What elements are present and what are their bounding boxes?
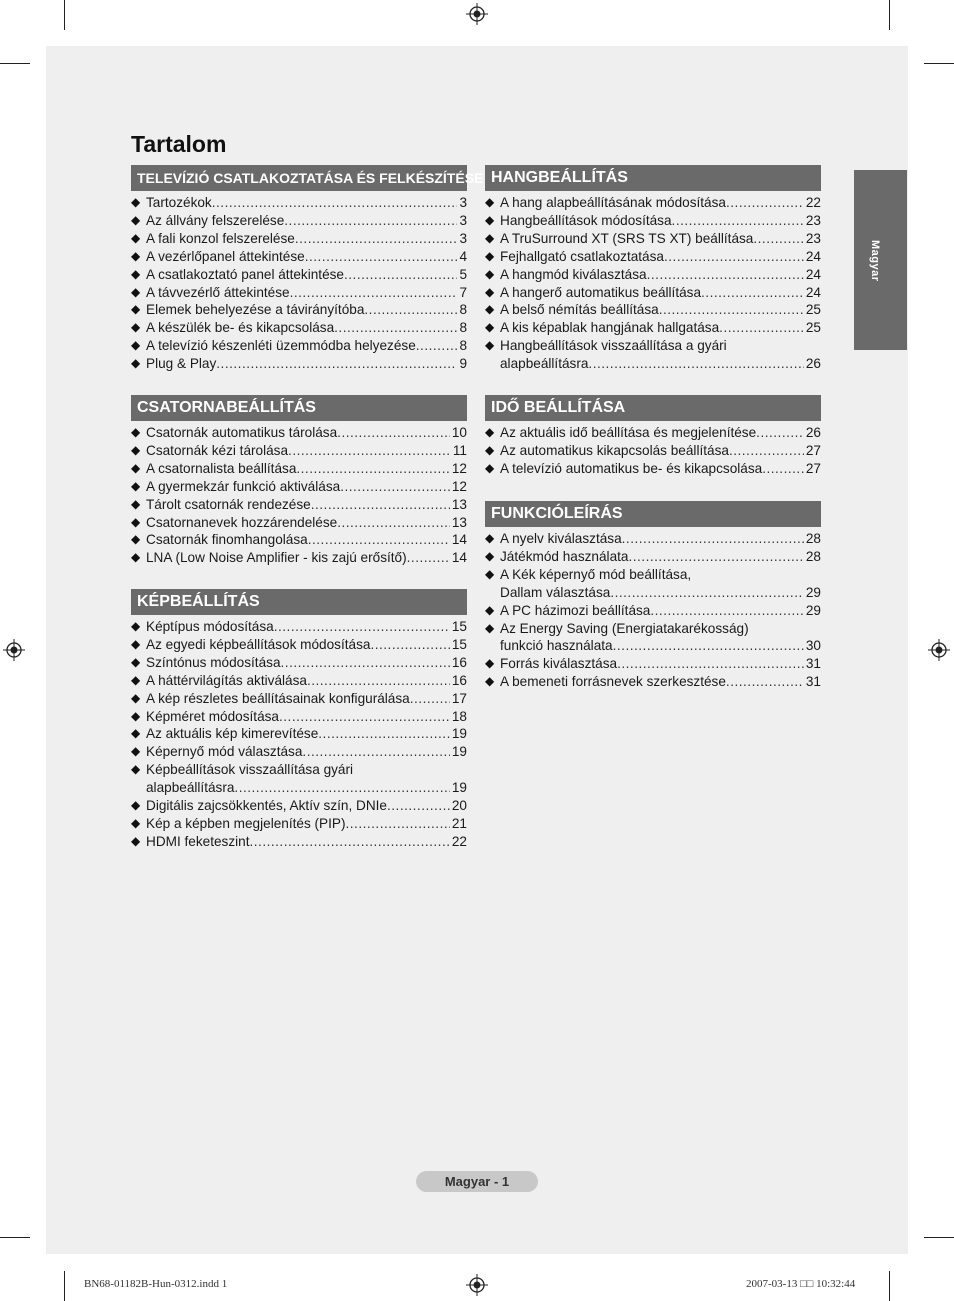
dot-leader [234, 779, 449, 797]
dot-leader [284, 212, 457, 230]
toc-entry-page: 29 [805, 602, 821, 618]
diamond-bullet-icon: ◆ [131, 762, 141, 777]
crop-mark [64, 0, 65, 30]
toc-entry[interactable] [485, 655, 821, 673]
toc-entry[interactable] [131, 743, 467, 761]
toc-entry[interactable] [485, 194, 821, 212]
diamond-bullet-icon: ◆ [131, 550, 141, 565]
toc-entry-title: A TruSurround XT (SRS TS XT) beállítása [500, 230, 754, 246]
crop-mark [64, 1271, 65, 1301]
dot-leader [719, 319, 804, 337]
toc-entry-page: 14 [451, 550, 467, 566]
toc-entry-page: 25 [805, 302, 821, 318]
diamond-bullet-icon: ◆ [131, 496, 141, 511]
toc-entry-title: alapbeállításra [146, 780, 235, 796]
dot-leader [726, 194, 804, 212]
toc-entry-page: 29 [805, 584, 821, 600]
toc-entry-page: 17 [451, 690, 467, 706]
section-time [485, 395, 821, 478]
toc-entry-page: 27 [805, 460, 821, 476]
toc-entry-title: Digitális zajcsökkentés, Aktív szín, DNIe [146, 798, 387, 814]
toc-entry-title: A vezérlőpanel áttekintése [146, 248, 305, 264]
section-picture [131, 589, 467, 851]
toc-entry-page: 23 [805, 212, 821, 228]
dot-leader [613, 637, 804, 655]
toc-entry-page: 23 [805, 230, 821, 246]
toc-entry-title: Tárolt csatornák rendezése [146, 496, 311, 512]
toc-entry-title: Csatornanevek hozzárendelése [146, 514, 338, 530]
toc-entry-title: Hangbeállítások módosítása [500, 212, 672, 228]
toc-entry-title: Csatornák kézi tárolása [146, 442, 289, 458]
diamond-bullet-icon: ◆ [131, 284, 141, 299]
crop-mark [0, 1237, 30, 1238]
toc-entry-page: 18 [451, 708, 467, 724]
diamond-bullet-icon: ◆ [485, 460, 495, 475]
dot-leader [756, 424, 804, 442]
dot-leader [407, 549, 450, 567]
toc-entry-title: alapbeállításra [500, 356, 589, 372]
diamond-bullet-icon: ◆ [485, 566, 495, 581]
dot-leader [370, 636, 449, 654]
diamond-bullet-icon: ◆ [131, 815, 141, 830]
dot-leader [307, 672, 450, 690]
toc-entry-page: 31 [805, 656, 821, 672]
toc-entry[interactable] [131, 248, 467, 266]
page-number-pill: Magyar - 1 [416, 1171, 538, 1192]
dot-leader [334, 319, 457, 337]
diamond-bullet-icon: ◆ [131, 266, 141, 281]
toc-entry[interactable] [485, 337, 821, 373]
diamond-bullet-icon: ◆ [131, 654, 141, 669]
diamond-bullet-icon: ◆ [485, 425, 495, 439]
diamond-bullet-icon: ◆ [131, 195, 141, 209]
toc-entry-page: 24 [805, 284, 821, 300]
toc-entry-page: 5 [459, 266, 467, 282]
toc-entry-title: Csatornák automatikus tárolása [146, 425, 338, 440]
section-heading: FUNKCIÓLEÍRÁS [485, 501, 821, 527]
dot-leader [364, 301, 457, 319]
dot-leader [622, 530, 804, 548]
toc-entry-title: A gyermekzár funkció aktiválása [146, 478, 341, 494]
dot-leader [337, 424, 450, 442]
toc-entry-page: 13 [451, 496, 467, 512]
toc-entry-title: Az állvány felszerelése [146, 212, 285, 228]
diamond-bullet-icon: ◆ [131, 833, 141, 848]
toc-entry[interactable] [131, 654, 467, 672]
toc-entry[interactable] [485, 602, 821, 620]
toc-entry-title: A fali konzol felszerelése [146, 230, 295, 246]
toc-entry-page: 16 [451, 672, 467, 688]
toc-entry-title: A kis képablak hangjának hallgatása [500, 320, 720, 336]
toc-entry-page: 7 [459, 284, 467, 300]
toc-entry-title: Dallam választása [500, 584, 611, 600]
toc-entry[interactable] [131, 266, 467, 284]
dot-leader [650, 602, 804, 620]
toc-entry[interactable] [131, 230, 467, 248]
dot-leader [628, 548, 803, 566]
toc-list [131, 424, 467, 567]
diamond-bullet-icon: ◆ [131, 672, 141, 687]
diamond-bullet-icon: ◆ [485, 656, 495, 671]
toc-entry-page: 20 [451, 798, 467, 814]
diamond-bullet-icon: ◆ [131, 798, 141, 813]
toc-entry-title: A hangmód kiválasztása [500, 266, 647, 282]
dot-leader [305, 248, 458, 266]
toc-entry-title: A csatlakoztató panel áttekintése [146, 266, 344, 282]
toc-list [131, 618, 467, 851]
toc-entry[interactable] [485, 673, 821, 691]
toc-entry[interactable] [131, 460, 467, 478]
toc-entry[interactable] [485, 566, 821, 602]
toc-entry[interactable] [485, 424, 821, 442]
toc-entry[interactable] [131, 337, 467, 355]
toc-entry-title: Az egyedi képbeállítások módosítása [146, 636, 371, 652]
toc-entry-title: A bemeneti forrásnevek szerkesztése [500, 674, 726, 690]
toc-entry[interactable] [131, 672, 467, 690]
dot-leader [318, 725, 450, 743]
diamond-bullet-icon: ◆ [485, 230, 495, 245]
diamond-bullet-icon: ◆ [131, 636, 141, 651]
toc-entry-title: Hangbeállítások visszaállítása a gyári [500, 338, 727, 354]
toc-entry-page: 27 [805, 442, 821, 458]
toc-entry[interactable] [131, 319, 467, 337]
toc-entry-page: 31 [805, 674, 821, 690]
dot-leader [659, 301, 804, 319]
toc-entry-page: 3 [459, 230, 467, 246]
toc-entry-title: HDMI feketeszint [146, 833, 250, 849]
toc-entry-title: Csatornák finomhangolása [146, 532, 308, 548]
dot-leader [337, 514, 450, 532]
dot-leader [416, 337, 458, 355]
diamond-bullet-icon: ◆ [131, 320, 141, 335]
toc-entry-title: A kép részletes beállításainak konfigurálása [146, 690, 410, 706]
dot-leader [729, 442, 804, 460]
dot-leader [288, 442, 451, 460]
toc-entry-page: 3 [459, 212, 467, 228]
toc-entry[interactable] [131, 194, 467, 212]
diamond-bullet-icon: ◆ [131, 619, 141, 633]
dot-leader [588, 355, 803, 373]
toc-entry-page: 24 [805, 248, 821, 264]
toc-entry-page: 3 [459, 195, 467, 210]
toc-entry-page: 12 [451, 460, 467, 476]
toc-list [485, 530, 821, 691]
dot-leader [726, 673, 804, 691]
toc-entry-title: Tartozékok [146, 195, 212, 210]
dot-leader [753, 230, 804, 248]
diamond-bullet-icon: ◆ [485, 195, 495, 209]
footer-timestamp: 2007-03-13 □□ 10:32:44 [746, 1278, 856, 1290]
toc-entry[interactable] [131, 496, 467, 514]
toc-entry[interactable] [131, 531, 467, 549]
crop-mark [889, 1271, 890, 1301]
toc-entry[interactable] [131, 761, 467, 797]
dot-leader [340, 478, 450, 496]
toc-entry-page: 26 [805, 425, 821, 440]
registration-mark-icon [466, 3, 488, 25]
diamond-bullet-icon: ◆ [131, 726, 141, 741]
toc-entry[interactable] [485, 301, 821, 319]
toc-entry-page: 22 [805, 195, 821, 210]
toc-entry-title: A PC házimozi beállítása [500, 602, 651, 618]
toc-entry-page: 24 [805, 266, 821, 282]
diamond-bullet-icon: ◆ [131, 442, 141, 457]
diamond-bullet-icon: ◆ [131, 230, 141, 245]
dot-leader [274, 618, 450, 636]
diamond-bullet-icon: ◆ [485, 302, 495, 317]
toc-list [485, 424, 821, 478]
dot-leader [617, 655, 804, 673]
toc-entry-page: 16 [451, 654, 467, 670]
diamond-bullet-icon: ◆ [485, 212, 495, 227]
crop-mark [924, 1237, 954, 1238]
diamond-bullet-icon: ◆ [131, 248, 141, 263]
toc-entry-page: 28 [805, 548, 821, 564]
toc-entry-page: 19 [451, 726, 467, 742]
toc-entry[interactable] [485, 460, 821, 478]
toc-entry-title: Plug & Play [146, 356, 217, 372]
toc-entry-page: 15 [451, 619, 467, 634]
toc-entry-page: 19 [451, 780, 467, 796]
toc-entry[interactable] [131, 815, 467, 833]
toc-entry-title: Az aktuális kép kimerevítése [146, 726, 319, 742]
toc-entry-page: 8 [459, 320, 467, 336]
toc-entry-page: 10 [451, 425, 467, 440]
toc-entry-title: funkció használata [500, 638, 613, 654]
toc-entry[interactable] [485, 266, 821, 284]
diamond-bullet-icon: ◆ [485, 620, 495, 635]
toc-entry[interactable] [131, 797, 467, 815]
toc-entry-title: A csatornalista beállítása [146, 460, 297, 476]
dot-leader [647, 266, 804, 284]
registration-mark-icon [3, 639, 25, 661]
crop-mark [0, 63, 30, 64]
toc-entry[interactable] [485, 442, 821, 460]
toc-entry-page: 19 [451, 744, 467, 760]
dot-leader [672, 212, 804, 230]
diamond-bullet-icon: ◆ [485, 320, 495, 335]
toc-entry-title: Kép a képben megjelenítés (PIP) [146, 815, 346, 831]
dot-leader [387, 797, 450, 815]
toc-entry-title: A televízió automatikus be- és kikapcsolása [500, 460, 763, 476]
toc-entry-title: A hangerő automatikus beállítása [500, 284, 702, 300]
registration-mark-icon [466, 1274, 488, 1296]
diamond-bullet-icon: ◆ [131, 338, 141, 353]
diamond-bullet-icon: ◆ [131, 532, 141, 547]
toc-entry-title: Fejhallgató csatlakoztatása [500, 248, 664, 264]
toc-entry-page: 4 [459, 248, 467, 264]
section-functions [485, 501, 821, 691]
diamond-bullet-icon: ◆ [131, 356, 141, 371]
crop-mark [889, 0, 890, 30]
section-heading: KÉPBEÁLLÍTÁS [131, 589, 467, 615]
dot-leader [216, 355, 457, 373]
toc-entry-title: A belső némítás beállítása [500, 302, 659, 318]
dot-leader [311, 496, 450, 514]
toc-entry-title: A készülék be- és kikapcsolása [146, 320, 335, 336]
dot-leader [250, 833, 450, 851]
toc-entry-title: A hang alapbeállításának módosítása [500, 195, 726, 210]
page-title: Tartalom [131, 131, 227, 157]
language-side-tab [854, 170, 907, 350]
toc-entry[interactable] [485, 548, 821, 566]
diamond-bullet-icon: ◆ [131, 212, 141, 227]
diamond-bullet-icon: ◆ [131, 302, 141, 317]
toc-entry[interactable] [131, 301, 467, 319]
diamond-bullet-icon: ◆ [131, 514, 141, 529]
registration-mark-icon [928, 639, 950, 661]
toc-entry-title: A háttérvilágítás aktiválása [146, 672, 307, 688]
toc-entry-title: LNA (Low Noise Amplifier - kis zajú erősítő) [146, 550, 407, 566]
diamond-bullet-icon: ◆ [485, 548, 495, 563]
toc-list [131, 194, 467, 373]
toc-entry-page: 8 [459, 302, 467, 318]
toc-list [485, 194, 821, 373]
footer-file-info: BN68-01182B-Hun-0312.indd 1 [84, 1278, 228, 1290]
dot-leader [610, 584, 804, 602]
toc-entry-title: A távvezérlő áttekintése [146, 284, 290, 300]
toc-entry[interactable] [485, 212, 821, 230]
toc-entry-page: 15 [451, 636, 467, 652]
toc-entry[interactable] [131, 514, 467, 532]
section-channels [131, 395, 467, 567]
section-tv-setup [131, 165, 484, 373]
dot-leader [344, 266, 457, 284]
toc-entry-title: Az aktuális idő beállítása és megjelenítése [500, 425, 757, 440]
toc-entry[interactable] [485, 530, 821, 548]
toc-entry-title: Képtípus módosítása [146, 619, 274, 634]
toc-entry-page: 26 [805, 356, 821, 372]
toc-entry[interactable] [485, 284, 821, 302]
section-heading: CSATORNABEÁLLÍTÁS [131, 395, 467, 421]
section-heading: IDŐ BEÁLLÍTÁSA [485, 395, 821, 421]
toc-entry[interactable] [485, 620, 821, 656]
diamond-bullet-icon: ◆ [131, 478, 141, 493]
dot-leader [212, 194, 458, 212]
toc-entry-title: A Kék képernyő mód beállítása, [500, 566, 692, 582]
diamond-bullet-icon: ◆ [485, 442, 495, 457]
toc-entry-page: 28 [805, 531, 821, 546]
language-label: Magyar [869, 240, 881, 282]
toc-entry-page: 13 [451, 514, 467, 530]
toc-entry-title: Elemek behelyezése a távirányítóba [146, 302, 365, 318]
diamond-bullet-icon: ◆ [131, 425, 141, 439]
toc-entry-title: Képernyő mód választása [146, 744, 303, 760]
toc-entry-title: Az automatikus kikapcsolás beállítása [500, 442, 729, 458]
toc-entry-page: 12 [451, 478, 467, 494]
toc-entry-page: 30 [805, 638, 821, 654]
toc-entry[interactable] [131, 355, 467, 373]
diamond-bullet-icon: ◆ [485, 284, 495, 299]
diamond-bullet-icon: ◆ [485, 338, 495, 353]
diamond-bullet-icon: ◆ [131, 708, 141, 723]
diamond-bullet-icon: ◆ [131, 690, 141, 705]
dot-leader [281, 654, 450, 672]
toc-entry[interactable] [485, 248, 821, 266]
dot-leader [410, 690, 450, 708]
toc-entry-page: 21 [451, 815, 467, 831]
toc-entry[interactable] [131, 284, 467, 302]
toc-entry-page: 22 [451, 833, 467, 849]
toc-entry[interactable] [131, 478, 467, 496]
toc-entry-title: Színtónus módosítása [146, 654, 281, 670]
toc-entry[interactable] [131, 424, 467, 442]
dot-leader [762, 460, 804, 478]
dot-leader [295, 230, 458, 248]
diamond-bullet-icon: ◆ [131, 460, 141, 475]
toc-entry[interactable] [131, 708, 467, 726]
section-heading: HANGBEÁLLÍTÁS [485, 165, 821, 191]
diamond-bullet-icon: ◆ [485, 248, 495, 263]
dot-leader [701, 284, 804, 302]
toc-entry-title: A nyelv kiválasztása [500, 531, 622, 546]
diamond-bullet-icon: ◆ [485, 674, 495, 689]
dot-leader [308, 531, 450, 549]
toc-entry-page: 25 [805, 320, 821, 336]
toc-entry[interactable] [485, 230, 821, 248]
toc-entry-title: Az Energy Saving (Energiatakarékosság) [500, 620, 749, 636]
section-heading: TELEVÍZIÓ CSATLAKOZTATÁSA ÉS FELKÉSZÍTÉSE [131, 165, 467, 191]
toc-entry[interactable] [131, 549, 467, 567]
dot-leader [296, 460, 450, 478]
toc-entry[interactable] [131, 618, 467, 636]
toc-entry-title: A televízió készenléti üzemmódba helyezése [146, 338, 416, 354]
toc-entry[interactable] [131, 725, 467, 743]
toc-entry-page: 9 [459, 356, 467, 372]
toc-entry-title: Játékmód használata [500, 548, 629, 564]
dot-leader [290, 284, 458, 302]
toc-entry[interactable] [485, 319, 821, 337]
toc-entry-page: 8 [459, 338, 467, 354]
toc-entry-page: 14 [451, 532, 467, 548]
diamond-bullet-icon: ◆ [131, 744, 141, 759]
toc-entry[interactable] [131, 442, 467, 460]
dot-leader [302, 743, 449, 761]
diamond-bullet-icon: ◆ [485, 266, 495, 281]
section-sound [485, 165, 821, 373]
toc-entry[interactable] [131, 833, 467, 851]
dot-leader [279, 708, 450, 726]
toc-entry-page: 11 [452, 442, 467, 458]
toc-entry-title: Képbeállítások visszaállítása gyári [146, 762, 354, 778]
toc-entry-title: Forrás kiválasztása [500, 656, 618, 672]
toc-entry[interactable] [131, 212, 467, 230]
dot-leader [346, 815, 450, 833]
dot-leader [664, 248, 804, 266]
crop-mark [924, 63, 954, 64]
diamond-bullet-icon: ◆ [485, 531, 495, 545]
toc-entry-title: Képméret módosítása [146, 708, 279, 724]
diamond-bullet-icon: ◆ [485, 602, 495, 617]
toc-entry[interactable] [131, 690, 467, 708]
toc-entry[interactable] [131, 636, 467, 654]
